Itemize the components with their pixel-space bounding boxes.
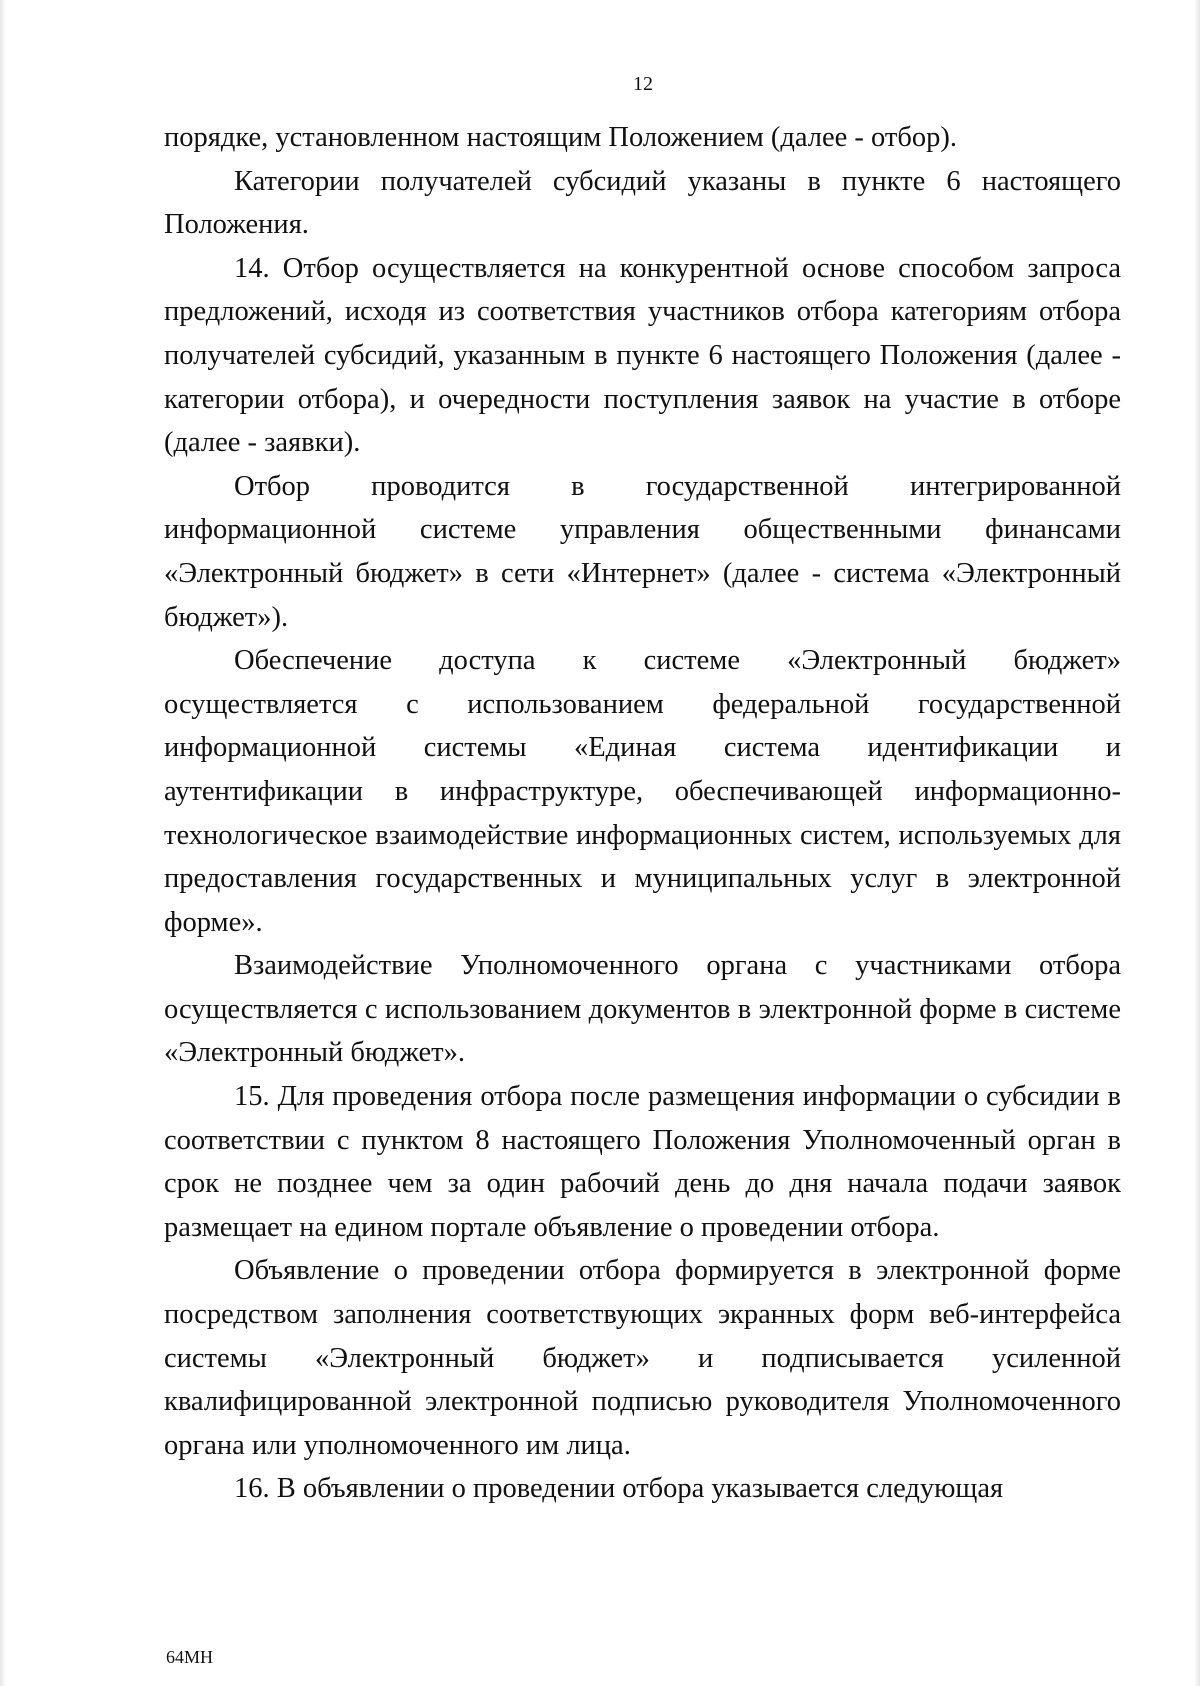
footer-document-code: 64МН (166, 1647, 214, 1667)
paragraph-clause-14: 14. Отбор осуществляется на конкурентной основе способом запроса предложений, исходя из соответствия участников отбора категориям отбора получателей субсидий, указанным в пункте 6 настоящего Положения (далее - категории отбора), и очередности поступления заявок на участие в отборе (далее - заявки). (164, 252, 1121, 459)
page-number: 12 (633, 73, 653, 95)
paragraph-clause-16: 16. В объявлении о проведении отбора указывается следующая (234, 1473, 1004, 1505)
paragraph: порядке, установленном настоящим Положением (далее - отбор). (164, 122, 957, 153)
document-body (164, 116, 1121, 1511)
scan-edge-right (1194, 0, 1200, 1686)
paragraph-clause-15: 15. Для проведения отбора после размещения информации о субсидии в соответствии с пунктом 8 настоящего Положения Уполномоченный орган в срок не позднее чем за один рабочий день до дня начала подачи заявок размещает на едином портале объявление о проведении отбора. (164, 1081, 1121, 1243)
paragraph: Отбор проводится в государственной интегрированной информационной системе управления общественными финансами «Электронный бюджет» в сети «Интернет» (далее - система «Электронный бюджет»). (164, 470, 1121, 633)
paragraph: Категории получателей субсидий указаны в пункте 6 настоящего Положения. (164, 165, 1121, 241)
paragraph: Обеспечение доступа к системе «Электронный бюджет» осуществляется с использованием федеральной государственной информационной системы «Единая система идентификации и аутентификации в инфраструктуре, обеспечивающей информационно-технологическое взаимодействие информационных систем, используемых для предоставления государственных и муниципальных услуг в электронной форме». (164, 645, 1121, 938)
paragraph: Объявление о проведении отбора формируется в электронной форме посредством заполнения соответствующих экранных форм веб-интерфейса системы «Электронный бюджет» и подписывается усиленной квалифицированной электронной подписью руководителя Уполномоченного органа или уполномоченного им лица. (164, 1255, 1121, 1461)
paragraph: Взаимодействие Уполномоченного органа с участниками отбора осуществляется с использованием документов в электронной форме в системе «Электронный бюджет». (164, 950, 1121, 1069)
scan-edge-left (0, 0, 6, 1686)
